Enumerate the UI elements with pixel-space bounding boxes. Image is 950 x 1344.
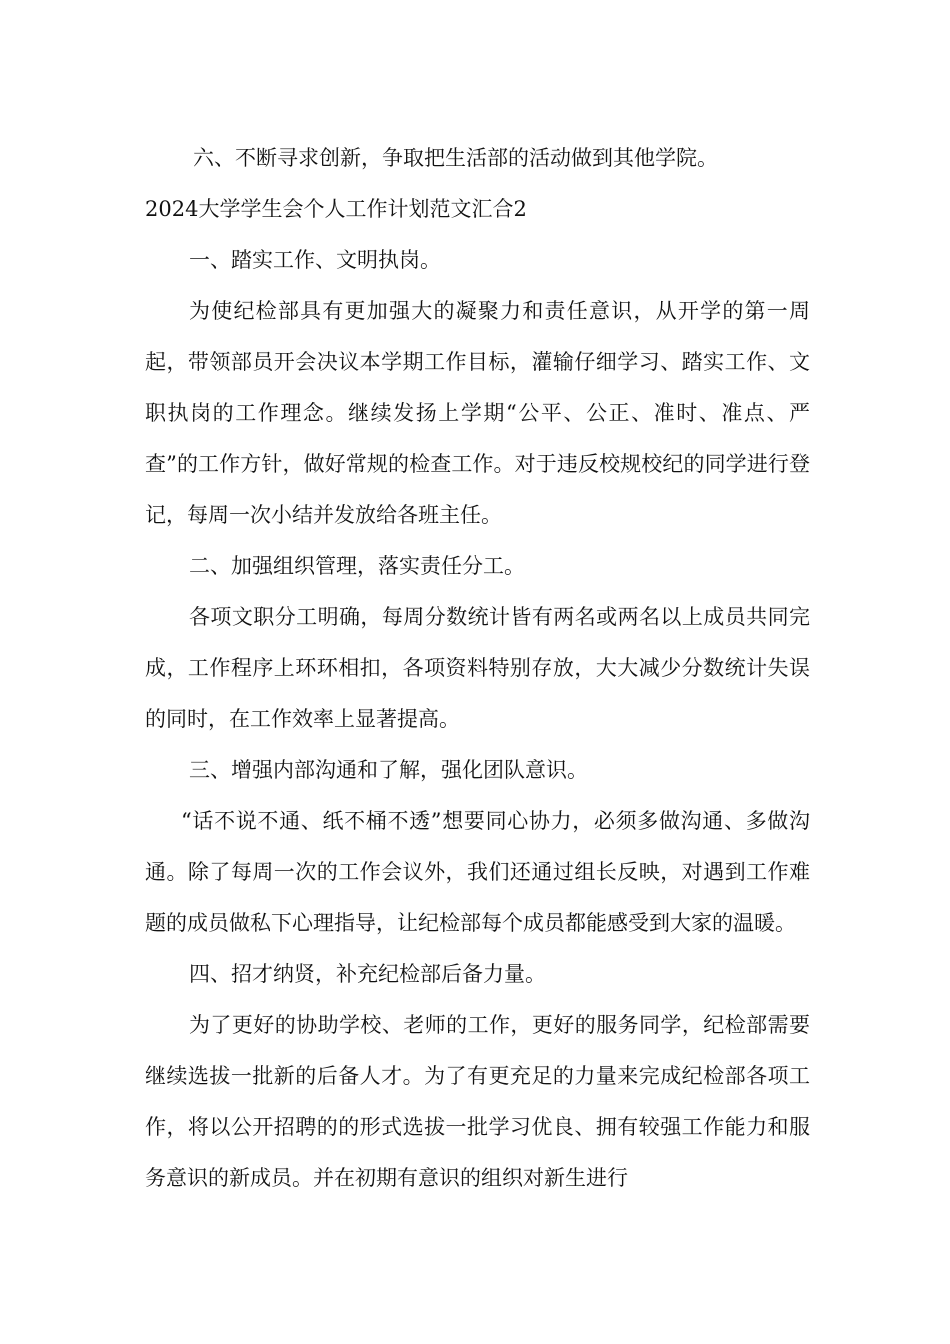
document-body bbox=[145, 133, 810, 1204]
paragraph-item-6: 六、不断寻求创新，争取把生活部的活动做到其他学院。 bbox=[193, 146, 718, 170]
body-paragraph-3: “话不说不通、纸不桶不透”想要同心协力，必须多做沟通、多做沟通。除了每周一次的工作会议外，我们还通过组长反映，对遇到工作难题的成员做私下心理指导，让纪检部每个成员都能感受到大家的温暖。 bbox=[145, 809, 810, 935]
body-paragraph-4: 为了更好的协助学校、老师的工作，更好的服务同学，纪检部需要继续选拔一批新的后备人才。为了有更充足的力量来完成纪检部各项工作，将以公开招聘的的形式选拔一批学习优良、拥有较强工作能力和服务意识的新成员。并在初期有意识的组织对新生进行 bbox=[145, 1013, 810, 1190]
body-paragraph-2: 各项文职分工明确，每周分数统计皆有两名或两名以上成员共同完成，工作程序上环环相扣，各项资料特别存放，大大减少分数统计失误的同时，在工作效率上显著提高。 bbox=[145, 605, 810, 731]
section-heading-3: 三、增强内部沟通和了解，强化团队意识。 bbox=[189, 758, 588, 782]
section-heading-2: 二、加强组织管理，落实责任分工。 bbox=[189, 554, 525, 578]
body-paragraph-1: 为使纪检部具有更加强大的凝聚力和责任意识，从开学的第一周起，带领部员开会决议本学期工作目标，灌输仔细学习、踏实工作、文职执岗的工作理念。继续发扬上学期“公平、公正、准时、准点、严查”的工作方针，做好常规的检查工作。对于违反校规校纪的同学进行登记，每周一次小结并发放给各班主任。 bbox=[145, 299, 810, 527]
document-title: 2024大学学生会个人工作计划范文汇合2 bbox=[145, 197, 527, 221]
section-heading-1: 一、踏实工作、文明执岗。 bbox=[189, 248, 441, 272]
section-heading-4: 四、招才纳贤，补充纪检部后备力量。 bbox=[189, 962, 546, 986]
